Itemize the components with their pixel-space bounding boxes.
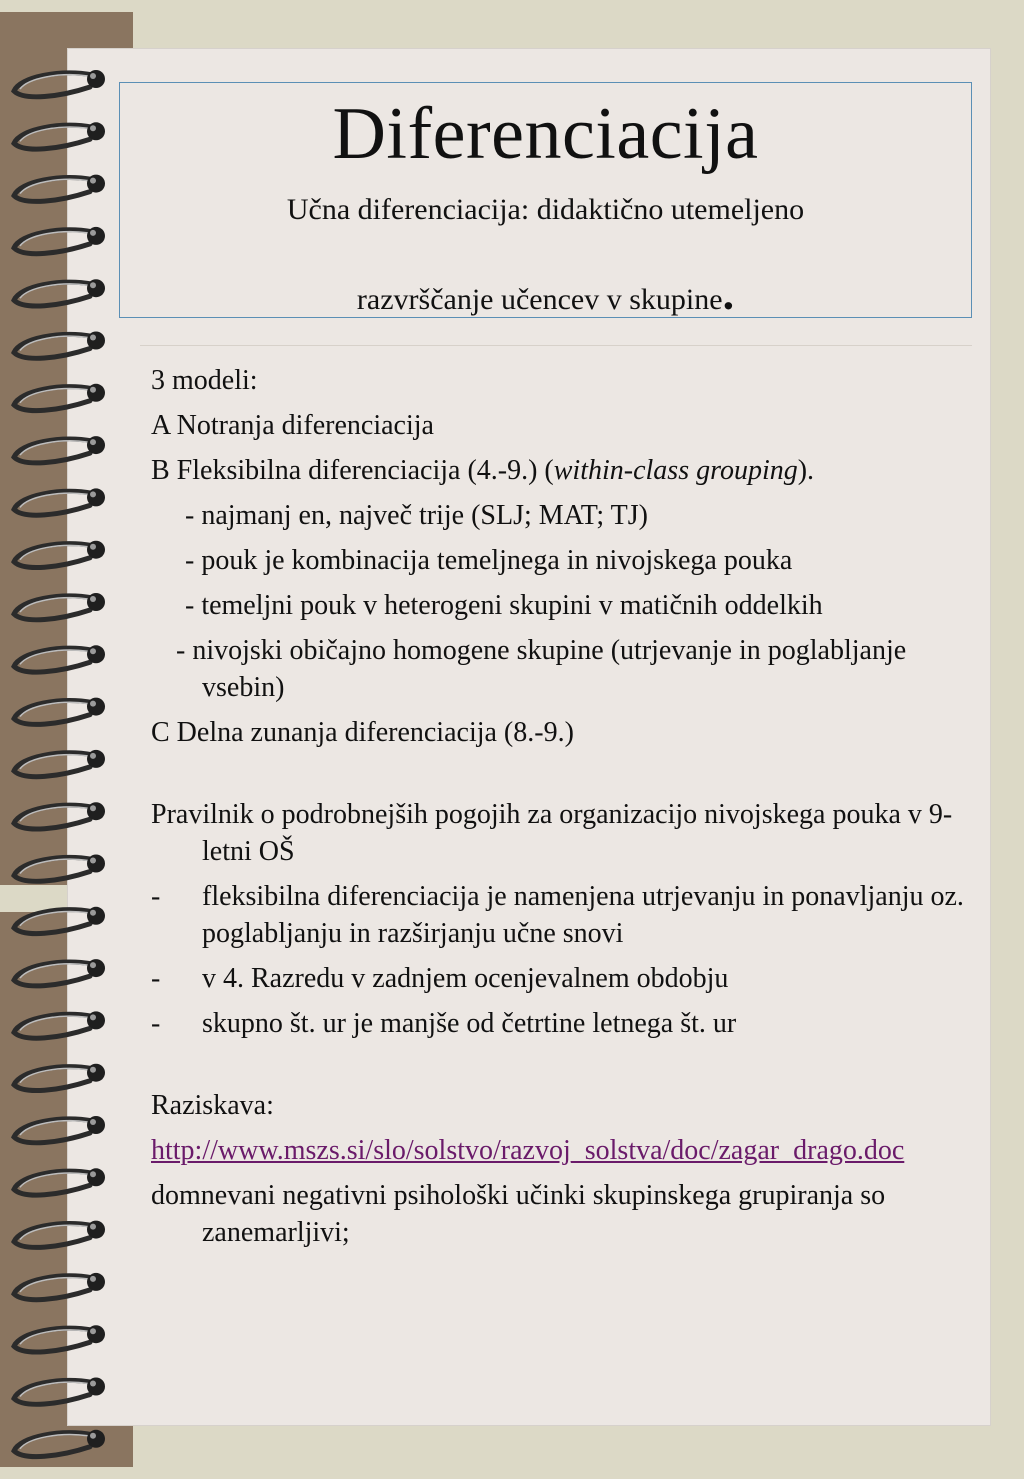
model-b-point: - temeljni pouk v heterogeni skupini v matičnih oddelkih (185, 590, 823, 621)
spiral-binding-ring-icon (14, 1430, 105, 1457)
model-b-italic: within-class grouping (553, 455, 798, 486)
model-b-point: - pouk je kombinacija temeljnega in nivojskega pouka (185, 545, 793, 576)
slide-content (151, 362, 981, 1259)
raziskava-link-line (151, 1132, 981, 1169)
spiral-binding-ring-icon (14, 332, 105, 359)
spiral-binding-ring-icon (14, 1325, 105, 1352)
spiral-binding-ring-icon (14, 855, 105, 882)
conclusion: domnevani negativni psihološki učinki skupinskega grupiranja so zanemarljivi; (151, 1180, 886, 1248)
bullet-marker: - (151, 881, 161, 912)
spiral-binding-ring-icon (14, 645, 105, 672)
model-c: C Delna zunanja diferenciacija (8.-9.) (151, 717, 574, 748)
model-b-point: - najmanj en, največ trije (SLJ; MAT; TJ) (185, 500, 648, 531)
spiral-binding-ring-icon (14, 750, 105, 777)
spiral-binding-ring-icon (14, 1221, 105, 1248)
spiral-binding-ring-icon (14, 1011, 105, 1038)
pravilnik-paragraph: Pravilnik o podrobnejših pogojih za organizacijo nivojskega pouka v 9-letni OŠ (151, 799, 953, 867)
pravilnik-point (151, 1005, 981, 1042)
subtitle-line2-text: razvrščanje učencev v skupine (356, 283, 723, 316)
spiral-binding-ring-icon (14, 1273, 105, 1300)
spiral-binding-ring-icon (14, 384, 105, 411)
spiral-binding-ring-icon (14, 227, 105, 254)
spiral-binding-ring-icon (14, 959, 105, 986)
model-b-text: B Fleksibilna diferenciacija (4.-9.) ( (151, 455, 554, 486)
spiral-binding-ring-icon (14, 593, 105, 620)
spiral-binding-ring-icon (14, 488, 105, 515)
spiral-binding-ring-icon (14, 1378, 105, 1405)
spiral-binding-ring-icon (14, 175, 105, 202)
slide-subtitle-line2 (120, 268, 971, 319)
spiral-binding-ring-icon (14, 122, 105, 149)
spiral-binding-ring-icon (14, 1116, 105, 1143)
spiral-binding-ring-icon (14, 802, 105, 829)
models-heading: 3 modeli: (151, 365, 258, 396)
slide-subtitle-line1: Učna diferenciacija: didaktično utemeljeno (286, 193, 805, 226)
title-box (119, 82, 972, 318)
spiral-binding-ring-icon (14, 541, 105, 568)
model-b (151, 452, 981, 489)
model-b-point: - nivojski običajno homogene skupine (utrjevanje in poglabljanje vsebin) (176, 635, 907, 703)
bullet-marker: - (151, 1008, 161, 1039)
bullet-marker: - (151, 963, 161, 994)
model-a: A Notranja diferenciacija (151, 410, 434, 441)
divider (140, 345, 972, 346)
spiral-binding-ring-icon (14, 698, 105, 725)
spiral-binding-ring-icon (14, 907, 105, 934)
pravilnik-point-text: fleksibilna diferenciacija je namenjena utrjevanju in ponavljanju oz. poglabljanju in razširjanju učne snovi (202, 881, 964, 949)
spiral-binding-ring-icon (14, 436, 105, 463)
spiral-binding-ring-icon (14, 1168, 105, 1195)
spiral-binding-ring-icon (14, 70, 105, 97)
model-b-end: ). (797, 455, 815, 486)
spiral-binding (0, 0, 120, 1479)
slide-title: Diferenciacija (332, 93, 759, 175)
subtitle-dot: . (722, 268, 735, 319)
pravilnik-point (151, 960, 981, 997)
raziskava-heading: Raziskava: (151, 1090, 274, 1121)
pravilnik-point (151, 878, 981, 952)
pravilnik-point-text: v 4. Razredu v zadnjem ocenjevalnem obdobju (202, 963, 729, 994)
spiral-binding-ring-icon (14, 279, 105, 306)
raziskava-link[interactable]: http://www.mszs.si/slo/solstvo/razvoj_solstva/doc/zagar_drago.doc (151, 1135, 905, 1166)
spiral-binding-ring-icon (14, 1064, 105, 1091)
pravilnik-point-text: skupno št. ur je manjše od četrtine letnega št. ur (202, 1008, 737, 1039)
